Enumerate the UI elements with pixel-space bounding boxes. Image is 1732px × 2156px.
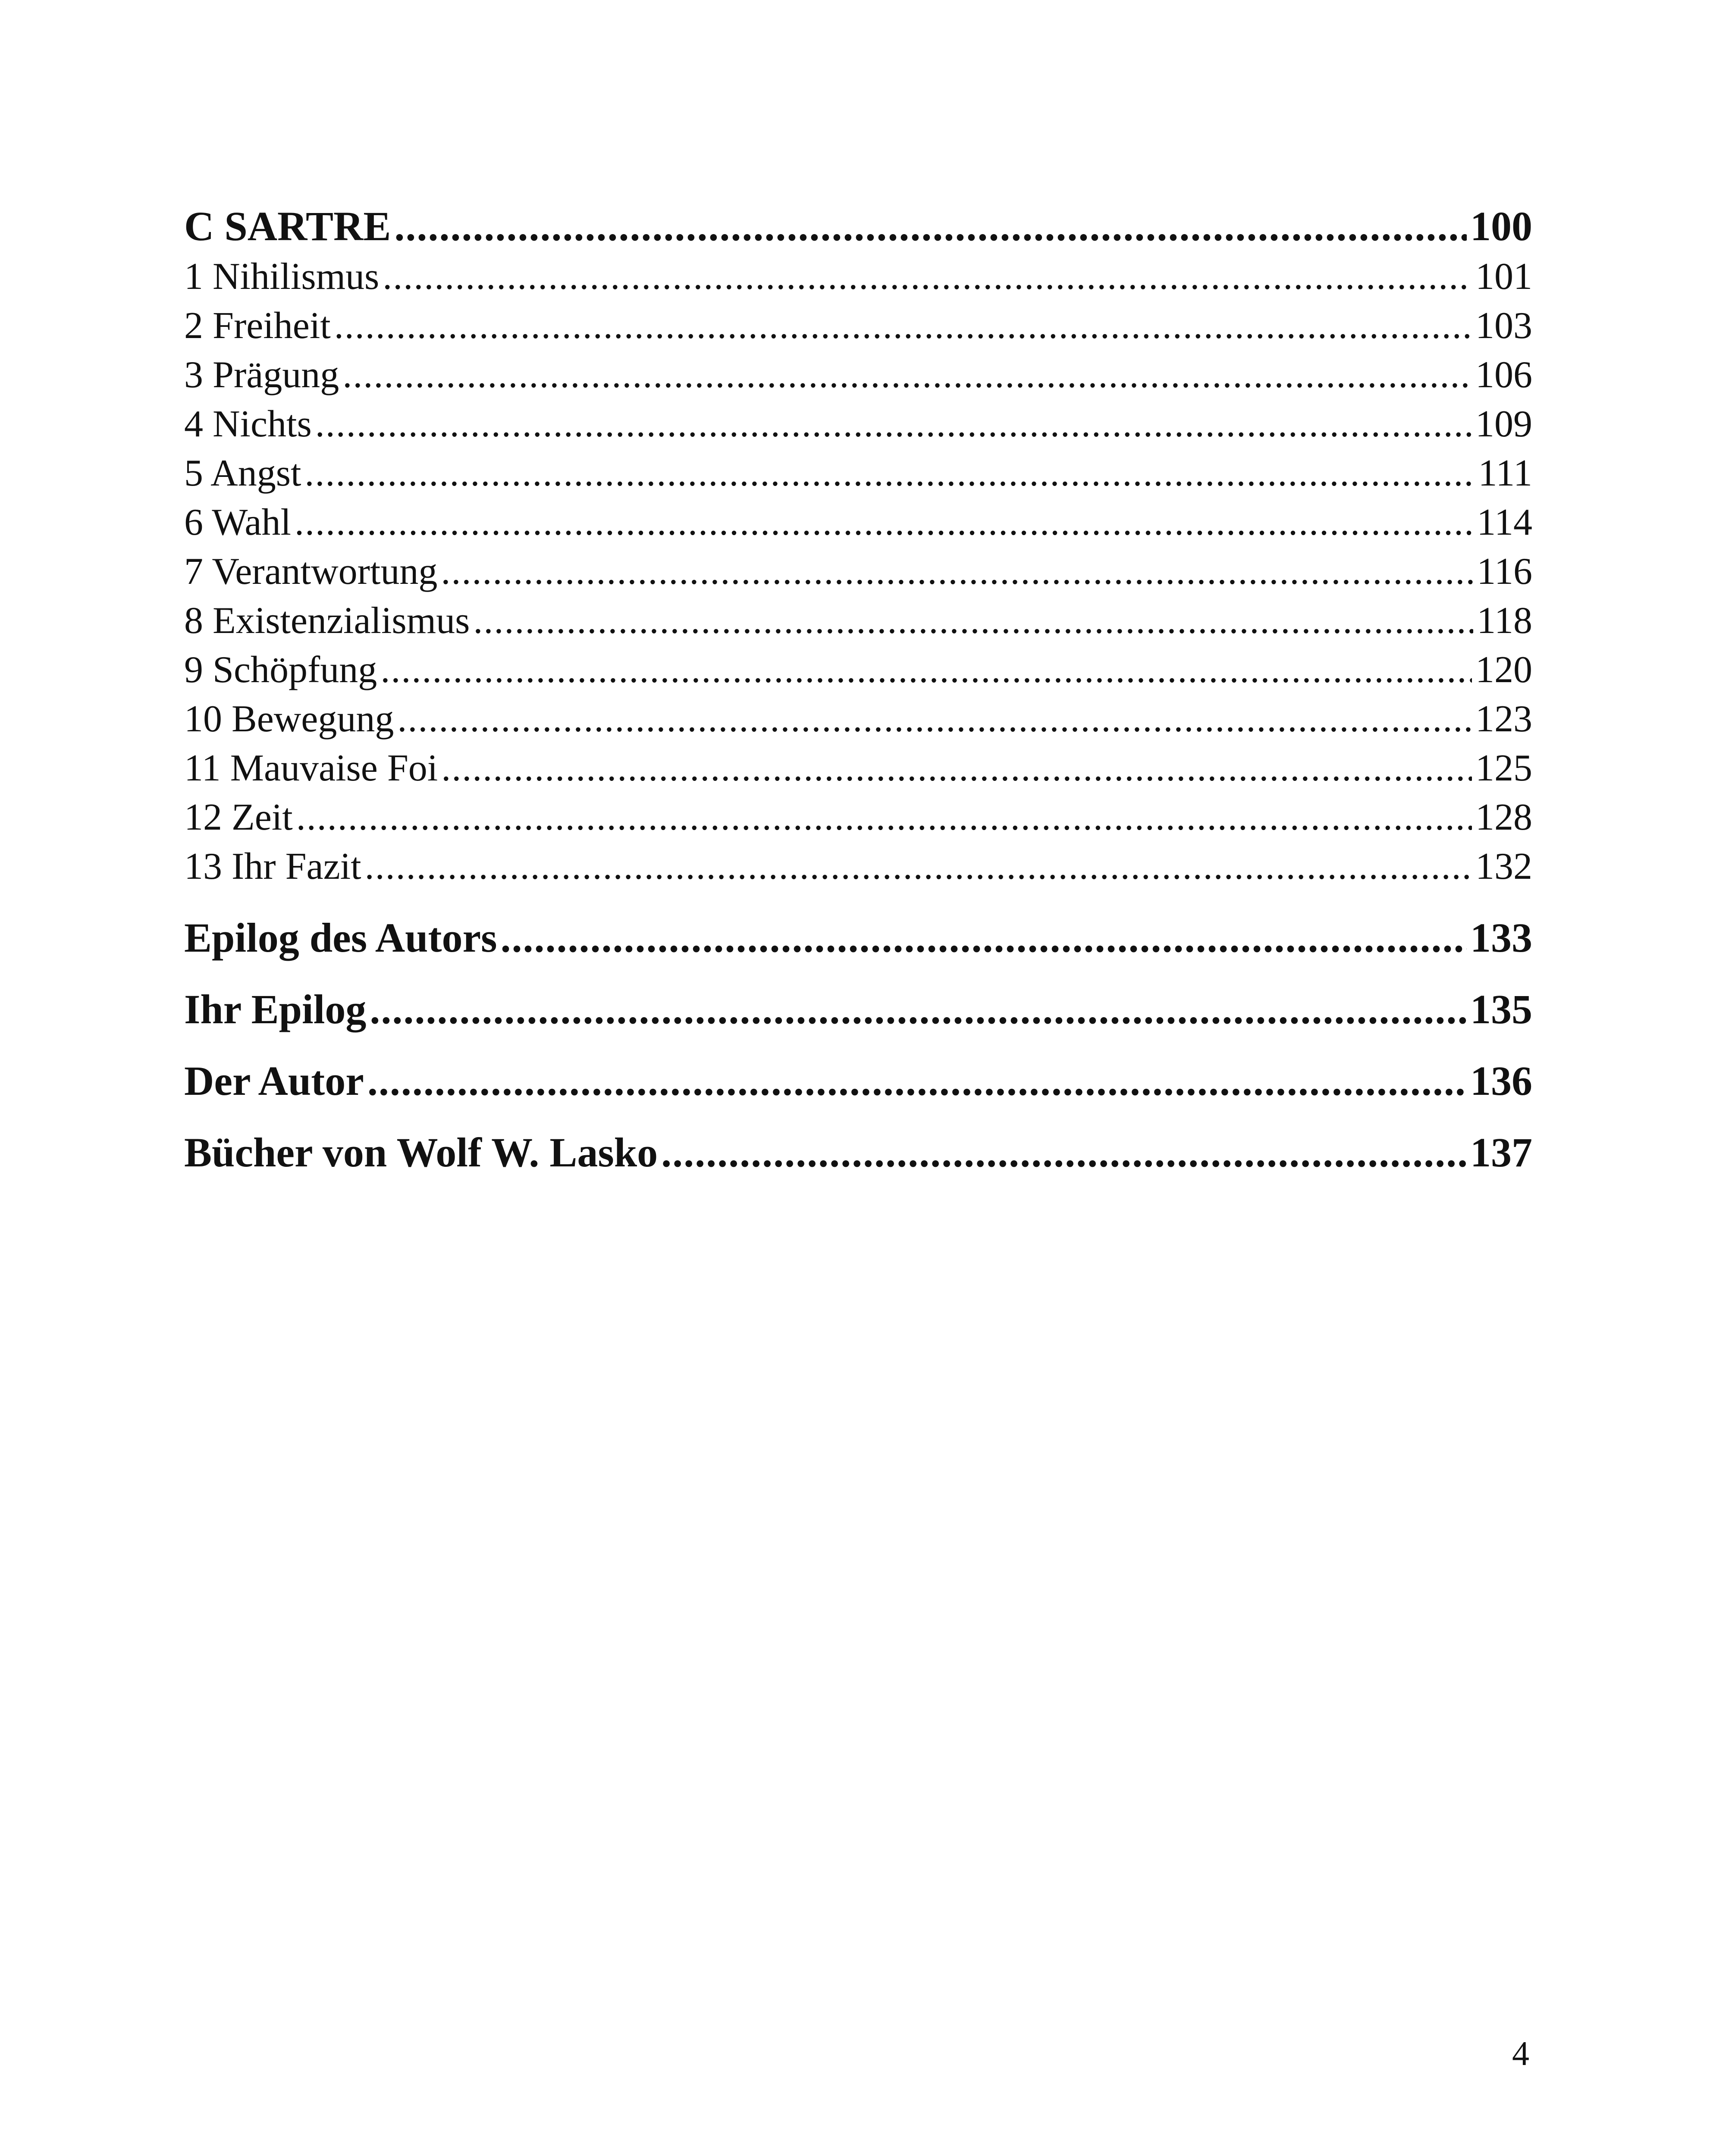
toc-entry-ihr-fazit[interactable]	[184, 842, 1532, 891]
toc-entry-page: 120	[1475, 649, 1532, 691]
toc-entry-label: C SARTRE	[184, 203, 391, 249]
dot-leader	[296, 793, 1472, 842]
toc-entry-page: 116	[1477, 551, 1532, 592]
dot-leader	[441, 744, 1472, 793]
toc-entry-page: 133	[1470, 915, 1532, 961]
toc-entry-praegung[interactable]	[184, 351, 1532, 400]
page-number: 4	[1512, 2035, 1529, 2073]
toc-entry-page: 103	[1475, 305, 1532, 347]
toc-entry-existenzialismus[interactable]	[184, 596, 1532, 646]
toc-entry-mauvaise-foi[interactable]	[184, 744, 1532, 793]
dot-leader	[370, 984, 1467, 1034]
toc-entry-label: Der Autor	[184, 1058, 364, 1104]
toc-entry-ihr-epilog[interactable]	[184, 984, 1532, 1034]
toc-entry-label: Bücher von Wolf W. Lasko	[184, 1129, 658, 1175]
dot-leader	[315, 400, 1472, 449]
toc-entry-label: 12 Zeit	[184, 796, 293, 838]
toc-entry-freiheit[interactable]	[184, 301, 1532, 351]
toc-entry-label: 9 Schöpfung	[184, 649, 377, 691]
dot-leader	[295, 498, 1473, 547]
toc-entry-label: 8 Existenzialismus	[184, 600, 470, 642]
dot-leader	[304, 449, 1475, 498]
dot-leader	[473, 596, 1473, 646]
dot-leader	[365, 842, 1472, 891]
toc-entry-angst[interactable]	[184, 449, 1532, 498]
toc-entry-label: 5 Angst	[184, 452, 301, 494]
dot-leader	[342, 351, 1472, 400]
toc-entry-label: 10 Bewegung	[184, 698, 394, 740]
toc-entry-page: 114	[1477, 501, 1532, 543]
toc-entry-epilog-des-autors[interactable]	[184, 913, 1532, 963]
toc-entry-page: 109	[1475, 403, 1532, 445]
dot-leader	[397, 695, 1472, 744]
toc-entry-page: 132	[1475, 846, 1532, 887]
toc-entry-schoepfung[interactable]	[184, 646, 1532, 695]
toc-entry-wahl[interactable]	[184, 498, 1532, 547]
toc-entry-label: 6 Wahl	[184, 501, 291, 543]
toc-entry-page: 125	[1475, 747, 1532, 789]
dot-leader	[661, 1128, 1467, 1178]
toc-entry-bewegung[interactable]	[184, 695, 1532, 744]
toc-entry-c-sartre[interactable]	[184, 201, 1532, 251]
dot-leader	[500, 913, 1467, 963]
dot-leader	[383, 252, 1472, 301]
dot-leader	[380, 646, 1472, 695]
toc-entry-label: 3 Prägung	[184, 354, 339, 396]
toc-entry-page: 135	[1470, 986, 1532, 1032]
toc-entry-page: 101	[1475, 256, 1532, 298]
table-of-contents	[184, 201, 1532, 1178]
toc-entry-label: 1 Nihilismus	[184, 256, 380, 298]
toc-entry-page: 137	[1470, 1129, 1532, 1175]
toc-entry-page: 100	[1470, 203, 1532, 249]
toc-entry-nihilismus[interactable]	[184, 252, 1532, 301]
toc-entry-der-autor[interactable]	[184, 1056, 1532, 1106]
toc-entry-zeit[interactable]	[184, 793, 1532, 842]
toc-entry-verantwortung[interactable]	[184, 547, 1532, 596]
toc-entry-nichts[interactable]	[184, 400, 1532, 449]
toc-entry-label: 13 Ihr Fazit	[184, 846, 361, 887]
toc-entry-page: 128	[1475, 796, 1532, 838]
dot-leader	[394, 201, 1467, 251]
toc-entry-label: Ihr Epilog	[184, 986, 367, 1032]
dot-leader	[441, 547, 1473, 596]
toc-entry-label: 4 Nichts	[184, 403, 312, 445]
toc-entry-page: 118	[1477, 600, 1532, 642]
toc-entry-page: 111	[1478, 452, 1532, 494]
toc-entry-page: 123	[1475, 698, 1532, 740]
toc-entry-label: 7 Verantwortung	[184, 551, 438, 592]
toc-entry-label: Epilog des Autors	[184, 915, 497, 961]
toc-entry-page: 136	[1470, 1058, 1532, 1104]
toc-entry-label: 2 Freiheit	[184, 305, 331, 347]
toc-entry-page: 106	[1475, 354, 1532, 396]
toc-entry-buecher[interactable]	[184, 1128, 1532, 1178]
toc-entry-label: 11 Mauvaise Foi	[184, 747, 438, 789]
dot-leader	[334, 301, 1472, 351]
dot-leader	[367, 1056, 1467, 1106]
